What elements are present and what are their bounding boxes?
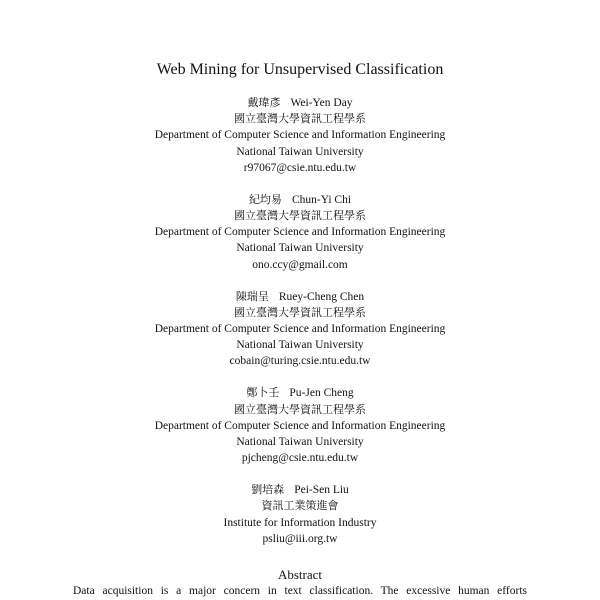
author-department: Department of Computer Science and Information Engineering [154,323,446,336]
paper-title: Web Mining for Unsupervised Classification [156,61,444,78]
author-name-line [0,385,600,401]
author-institution: National Taiwan University [236,436,364,449]
author-email: ono.ccy@gmail.com [252,258,348,271]
author-name-line [0,482,600,498]
author-email: r97067@csie.ntu.edu.tw [243,161,357,174]
author-affiliation-zh: 國立臺灣大學資訊工程學系 [234,305,366,319]
author-department: Department of Computer Science and Information Engineering [154,129,446,142]
author-name-line [0,289,600,305]
author-name-zh: 戴瑋彥 [247,96,281,109]
abstract-heading: Abstract [277,567,323,582]
author-name-zh: 陳瑞呈 [235,289,269,303]
author-name-en: Ruey-Cheng Chen [278,290,365,303]
author-affiliation-zh: 國立臺灣大學資訊工程學系 [234,402,366,416]
author-block [0,192,600,273]
author-name-zh: 劉培森 [251,483,285,497]
author-name-line [0,192,600,208]
author-name-en: Pu-Jen Cheng [289,387,354,400]
author-name-en: Pei-Sen Liu [294,484,349,497]
author-institution: National Taiwan University [236,339,364,352]
author-name-zh: 紀均易 [248,192,282,206]
author-block [0,385,600,466]
author-institution: Institute for Information Industry [223,516,377,529]
author-department: Department of Computer Science and Information Engineering [154,419,446,432]
author-block [0,482,600,547]
author-institution: National Taiwan University [236,242,364,255]
author-block [0,95,600,176]
author-block [0,289,600,370]
author-name-en: Chun-Yi Chi [291,193,352,206]
author-name-en: Wei-Yen Day [290,97,353,109]
author-affiliation-zh: 資訊工業策進會 [261,499,339,513]
author-affiliation-zh: 國立臺灣大學資訊工程學系 [234,112,366,126]
author-name-zh: 鄭卜壬 [246,386,280,400]
author-email: psliu@iii.org.tw [262,532,338,545]
author-institution: National Taiwan University [236,145,364,158]
author-list [0,95,600,563]
author-name-line [0,95,600,111]
author-email: pjcheng@csie.ntu.edu.tw [241,452,359,465]
author-email: cobain@turing.csie.ntu.edu.tw [229,355,371,368]
abstract-text: Data acquisition is a major concern in text classification. The excessive human efforts [73,585,527,597]
author-affiliation-zh: 國立臺灣大學資訊工程學系 [234,209,366,223]
author-department: Department of Computer Science and Information Engineering [154,226,446,239]
